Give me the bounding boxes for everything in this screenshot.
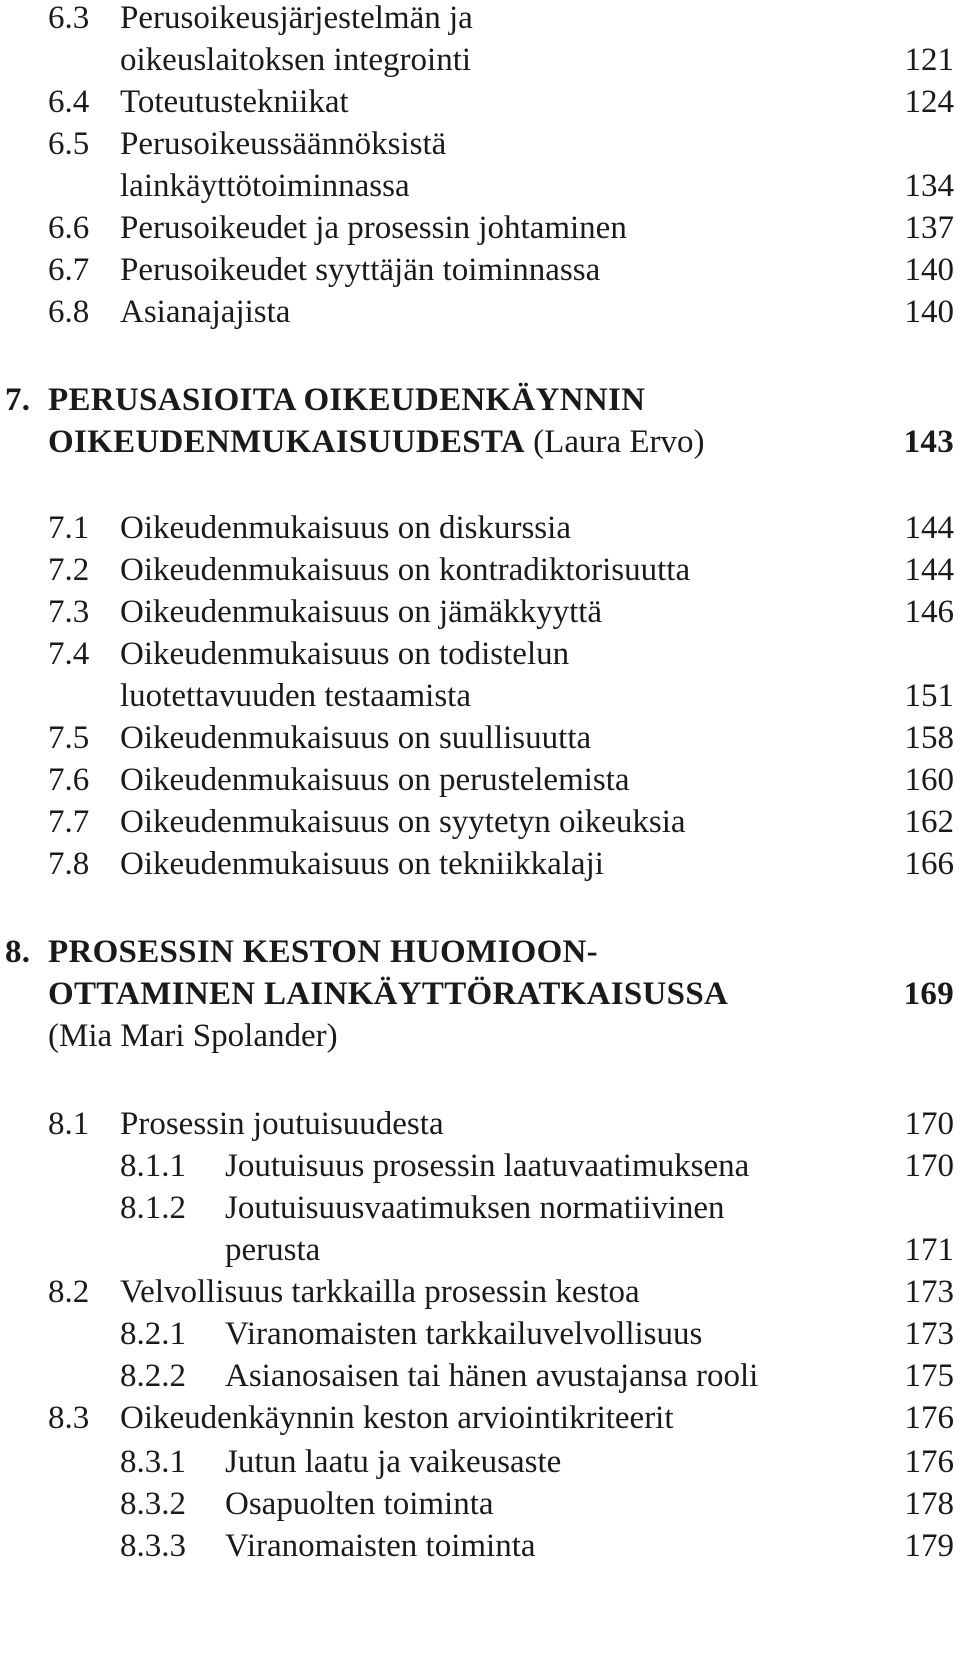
toc-entry-8-3-1[interactable] [0,1440,960,1485]
page-number: 171 [904,1232,954,1268]
section-number: 7.2 [48,552,90,588]
chapter-title-continued: OTTAMINEN LAINKÄYTTÖRATKAISUSSA [48,976,729,1012]
chapter-7-heading[interactable] [0,378,960,423]
page-number: 176 [904,1400,954,1436]
subsection-number: 8.2.1 [120,1316,186,1352]
toc-entry-7-4-cont[interactable] [0,674,960,719]
section-title-continued: luotettavuuden testaamista [120,678,471,714]
page-number: 137 [904,210,954,246]
section-title: Oikeudenmukaisuus on kontradiktorisuutta [120,552,691,588]
subsection-number: 8.3.3 [120,1528,186,1564]
section-title: Prosessin joutuisuudesta [120,1106,444,1142]
toc-entry-8-3[interactable] [0,1396,960,1441]
chapter-number: 7. [5,382,31,418]
toc-entry-6-5-cont[interactable] [0,164,960,209]
chapter-title-line [48,420,705,465]
subsection-number: 8.1.2 [120,1190,186,1226]
section-number: 7.6 [48,762,90,798]
section-number: 7.7 [48,804,90,840]
page-number: 169 [903,976,954,1012]
section-title: Asianajajista [120,294,291,330]
section-title: Oikeudenmukaisuus on todistelun [120,636,570,672]
page-number: 151 [904,678,954,714]
chapter-title-continued: OIKEUDENMUKAISUUDESTA [48,424,525,460]
toc-entry-7-4[interactable] [0,632,960,677]
page-number: 140 [904,252,954,288]
page-number: 170 [904,1148,954,1184]
subsection-title-continued: perusta [225,1232,321,1268]
toc-entry-7-8[interactable] [0,842,960,887]
page-number: 160 [904,762,954,798]
section-number: 8.2 [48,1274,90,1310]
section-title-continued: lainkäyttötoiminnassa [120,168,410,204]
toc-entry-8-1[interactable] [0,1102,960,1147]
section-number: 7.8 [48,846,90,882]
chapter-8-heading-cont[interactable] [0,972,960,1017]
chapter-8-heading[interactable] [0,930,960,975]
subsection-number: 8.3.2 [120,1486,186,1522]
chapter-number: 8. [5,934,31,970]
toc-entry-8-2[interactable] [0,1270,960,1315]
section-number: 6.4 [48,84,90,120]
section-number: 6.5 [48,126,90,162]
subsection-number: 8.1.1 [120,1148,186,1184]
section-number: 7.1 [48,510,90,546]
page-number: 144 [904,552,954,588]
section-title: Oikeudenmukaisuus on tekniikkalaji [120,846,604,882]
subsection-title: Osapuolten toiminta [225,1486,494,1522]
section-title-continued: oikeuslaitoksen integrointi [120,42,472,78]
subsection-title: Joutuisuusvaatimuksen normatiivinen [225,1190,725,1226]
toc-entry-8-3-3[interactable] [0,1524,960,1569]
subsection-number: 8.3.1 [120,1444,186,1480]
toc-entry-7-2[interactable] [0,548,960,593]
toc-entry-8-2-1[interactable] [0,1312,960,1357]
toc-entry-7-7[interactable] [0,800,960,845]
page-number: 134 [904,168,954,204]
section-number: 6.8 [48,294,90,330]
chapter-7-heading-cont[interactable] [0,420,960,465]
page-number: 166 [904,846,954,882]
subsection-number: 8.2.2 [120,1358,186,1394]
section-number: 7.5 [48,720,90,756]
chapter-title: PROSESSIN KESTON HUOMIOON- [48,934,598,970]
toc-entry-7-6[interactable] [0,758,960,803]
page-number: 162 [904,804,954,840]
page-number: 179 [904,1528,954,1564]
section-title: Perusoikeudet syyttäjän toiminnassa [120,252,601,288]
subsection-title: Joutuisuus prosessin laatuvaatimuksena [225,1148,750,1184]
section-title: Oikeudenmukaisuus on jämäkkyyttä [120,594,603,630]
toc-entry-6-8[interactable] [0,290,960,335]
toc-entry-6-3-cont[interactable] [0,38,960,83]
section-title: Oikeudenkäynnin keston arviointikriteerit [120,1400,674,1436]
page-number: 173 [904,1274,954,1310]
page-number: 124 [904,84,954,120]
section-title: Oikeudenmukaisuus on perustelemista [120,762,630,798]
page-number: 121 [904,42,954,78]
page-number: 176 [904,1444,954,1480]
chapter-8-author-row [0,1014,960,1059]
section-title: Velvollisuus tarkkailla prosessin kestoa [120,1274,640,1310]
page-number: 143 [903,424,954,460]
page-number: 146 [904,594,954,630]
section-number: 7.3 [48,594,90,630]
chapter-author: (Mia Mari Spolander) [48,1018,338,1054]
section-title: Perusoikeussäännöksistä [120,126,447,162]
toc-entry-6-3[interactable] [0,0,960,41]
page-number: 158 [904,720,954,756]
toc-entry-8-1-2-cont[interactable] [0,1228,960,1273]
page-number: 178 [904,1486,954,1522]
toc-entry-7-5[interactable] [0,716,960,761]
page-number: 140 [904,294,954,330]
page-number: 170 [904,1106,954,1142]
section-number: 7.4 [48,636,90,672]
section-title: Perusoikeusjärjestelmän ja [120,0,473,36]
toc-entry-8-3-2[interactable] [0,1482,960,1527]
section-title: Oikeudenmukaisuus on syytetyn oikeuksia [120,804,686,840]
page-number: 173 [904,1316,954,1352]
section-title: Oikeudenmukaisuus on suullisuutta [120,720,592,756]
chapter-author: (Laura Ervo) [533,424,705,460]
toc-entry-6-5[interactable] [0,122,960,167]
page-number: 175 [904,1358,954,1394]
toc-entry-6-4[interactable] [0,80,960,125]
subsection-title: Asianosaisen tai hänen avustajansa rooli [225,1358,759,1394]
toc-entry-6-7[interactable] [0,248,960,293]
section-number: 8.3 [48,1400,90,1436]
subsection-title: Viranomaisten toiminta [225,1528,536,1564]
toc-entry-8-1-2[interactable] [0,1186,960,1231]
toc-entry-7-1[interactable] [0,506,960,551]
toc-entry-8-1-1[interactable] [0,1144,960,1189]
section-title: Oikeudenmukaisuus on diskurssia [120,510,571,546]
toc-entry-7-3[interactable] [0,590,960,635]
section-title: Perusoikeudet ja prosessin johtaminen [120,210,627,246]
section-number: 8.1 [48,1106,90,1142]
section-number: 6.7 [48,252,90,288]
section-number: 6.3 [48,0,90,36]
section-title: Toteutustekniikat [120,84,349,120]
chapter-title: PERUSASIOITA OIKEUDENKÄYNNIN [48,382,646,418]
section-number: 6.6 [48,210,90,246]
subsection-title: Viranomaisten tarkkailuvelvollisuus [225,1316,703,1352]
subsection-title: Jutun laatu ja vaikeusaste [225,1444,562,1480]
page-number: 144 [904,510,954,546]
toc-entry-6-6[interactable] [0,206,960,251]
toc-entry-8-2-2[interactable] [0,1354,960,1399]
